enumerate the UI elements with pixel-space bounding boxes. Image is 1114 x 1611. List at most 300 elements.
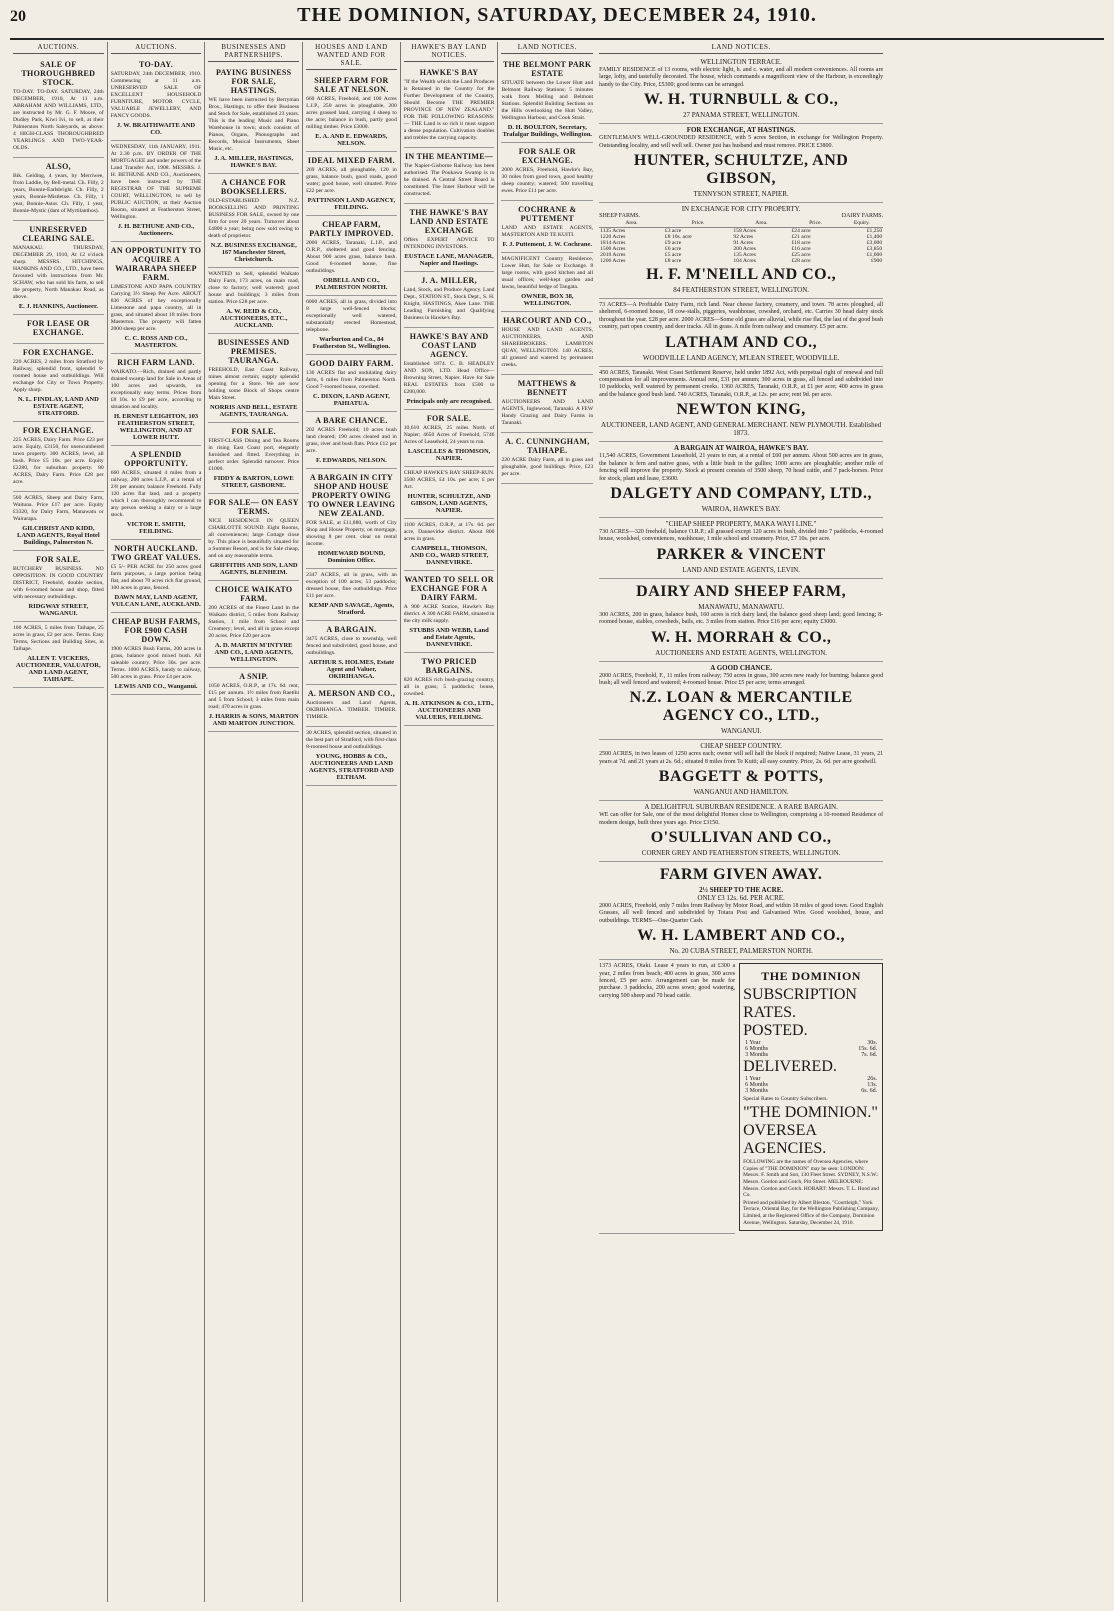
ad-text: 100 ACRES, 5 miles from Taihape, 25 acres in grass, £2 per acre. Terms. Easy Terms, Sections and Building Sites, in Taihape. [13, 625, 104, 652]
ad-title: A SNIP. [239, 672, 269, 681]
classified-ad [208, 668, 299, 732]
classified-ad [111, 540, 202, 613]
ad-address: AUCTIONEER, LAND AGENT, AND GENERAL MERCHANT. NEW PLYMOUTH. Established 1873. [601, 421, 882, 438]
ad-text: 2000 ACRES, Taranaki, L.I.P., and O.R.P., sheltered and good fencing. About 900 acres grass, balance bush. Good 6-roomed house, fine outbuildings. [306, 240, 397, 274]
ad-title: ALSO, [45, 162, 71, 171]
right-column [596, 42, 886, 1602]
ad-firm: BAGGETT & POTTS, [658, 768, 824, 786]
ad-firm: PARKER & VINCENT [656, 545, 826, 563]
ad-text: AUCTIONEERS AND LAND AGENTS, Inglewood, Taranaki. A FEW Handy Grazing and Dairy Farms in Taranaki. [501, 399, 594, 426]
ad-signature: PATTINSON LAND AGENCY, FEILDING. [307, 197, 396, 211]
classified-ad [13, 315, 104, 344]
ad-text: Land, Stock, and Produce Agency. Land Dept., STATION ST., Stock Dept., S. H. Knight, HASTINGS, Akee Lane. THE Leading Furnishing and Qualifying Business in Hawke's Bay. [403, 287, 495, 321]
ad-text: 202 ACRES Freehold; 10 acres bush land cleared; 190 acres cleared and in grass, river and bush flats. Price £12 per acre. [306, 427, 397, 454]
ad-title: BUSINESSES AND PREMISES. TAURANGA. [217, 338, 290, 365]
ad-signature: HUNTER, SCHULTZE, AND GIBSON, LAND AGENTS, NAPIER. [407, 493, 491, 514]
classified-ad [13, 492, 104, 551]
sheep-farms-heading: SHEEP FARMS. [599, 213, 641, 220]
ad-subtitle-price: ONLY £3 12s. 6d. PER ACRE. [697, 893, 785, 902]
ad-title: TO-DAY. [139, 60, 174, 69]
farm-table [599, 219, 883, 264]
table-cell: £1,000 [866, 252, 883, 259]
ad-text: WE have been instructed by Berryman Bros., Hastings, to offer their Business and Stock for Sale, established 23 years. This is the leading Music and Piano Warehouse in town; stock consists of Pianos, Organs, Phonographs and Records, Musical Instruments, Sheet Music, etc. [208, 97, 300, 152]
ad-text: 3475 ACRES, close to township, well fenced and subdivided, good house, and outbuildings. [306, 636, 397, 656]
classified-ad [501, 433, 593, 484]
ad-text: 2500 ACRES, in two leases of 1250 acres each; owner will sell half the block if required; Native Lease, 31 years, 21 years at 7d. and 21 years at 2s. 6d.; situated 8 miles from Te Kuiti; all easy country. Price, 2s. 6d. per acre goodwill. [599, 751, 884, 765]
ad-title: A BARGAIN. [326, 625, 377, 634]
ad-text: MAGNIFICENT Country Residence, Lower Hutt, for Sale or Exchange. 8 large rooms, with good kitchen and all usual offices; well-kept garden and lawns, beautiful hedge of Tangata. [501, 256, 594, 290]
classified-ad [404, 272, 495, 328]
classified-ad [306, 569, 397, 621]
ad-signature: H. ERNEST LEIGHTON, 103 FEATHERSTON STREET, WELLINGTON, AND AT LOWER HUTT. [113, 413, 199, 441]
rate-price: 15s. 6d. [858, 1046, 878, 1053]
ad-address: 27 PANAMA STREET, WELLINGTON. [683, 111, 800, 120]
table-cell: £3,850 [866, 246, 883, 253]
column-heading: LAND NOTICES. [501, 42, 593, 54]
ad-text: WANTED to Sell, splendid Waikato Dairy Farm, 173 acres, on main road, close to factory; well watered; good house and buildings; 3 miles from station. Price £28 per acre. [208, 271, 300, 305]
classified-ad [111, 141, 202, 242]
subscription-heading: SUBSCRIPTION RATES. [743, 986, 857, 1022]
ad-text: WE can offer for Sale, one of the most delightful Homes close to Wellington, comprising a 10-roomed Residence of modern design, built three years ago. Price £3150. [599, 812, 884, 826]
ad-text: WEDNESDAY, 11th JANUARY, 1911. At 2.30 p.m. BY ORDER OF THE MORTGAGEE and under powers of the Land Transfer Act, 1908. MESSRS. J. H. BETHUNE AND CO., Auctioneers, have been instructed by THE REGISTRAR OF THE SUPREME COURT, WELLINGTON, to sell by PUBLIC AUCTION, at their Auction Rooms, situated at Featherston Street, Wellington. [110, 144, 202, 220]
ad-signature: CAMPBELL, THOMSON, AND CO., WARD STREET, DANNEVIRKE. [409, 545, 489, 566]
table-cell: £9 acre [664, 240, 682, 247]
ad-signature: N.Z. BUSINESS EXCHANGE, 167 Manchester Street, Christchurch. [210, 242, 297, 263]
ad-text: The Napier-Gisborne Railway has been authorised. The Poukawa Swamp is to be drained. A Central Street Board is constituted. The Inner Harbour will be constructed. [403, 163, 495, 197]
ad-text: 730 ACRES—320 freehold, balance O.R.P.; all grassed except 120 acres in bush, divided into 7 paddocks, 4-roomed house, woolshed, conveniences, washhouse, 1 mile school and creamery. Price, £7 10s. per acre. [599, 528, 884, 543]
ad-text: 2000 ACRES, Freehold, Hawke's Bay, 30 miles from good town, good healthy sheep country; watered; 500 travelling ewes. Price £11 per acre. [501, 167, 594, 194]
table-cell: 1220 Acres [600, 234, 626, 241]
imprint-text: Printed and published by Albert Bleston, "Courtleigh," York Terrace, Oriental Bay, for the Wellington Publishing Company, Limited, at the Registered Office of the Company, Dominion Avenue, Wellington. Saturday, December 24, 1910. [743, 1199, 879, 1226]
ad-text: LAND AND ESTATE AGENTS, MASTERTON AND TE KUITI. [501, 225, 594, 238]
ad-text: FOR SALE, at £11,880, worth of City Shop and House Property, on mortgage, showing 8 per cent. clear on rental income. [306, 520, 397, 547]
ad-signature: DAWN MAY, LAND AGENT, VULCAN LANE, AUCKLAND. [111, 594, 201, 608]
ad-text: 10,610 ACRES, 25 miles North of Napier; 4650 Acres of Freehold, 5746 Acres of Leasehold, 24 years to run. [403, 425, 495, 445]
classified-ad [501, 312, 593, 375]
rate-price: 6s. 6d. [861, 1088, 878, 1095]
classified-ad [306, 355, 397, 412]
ad-title: A SPLENDID OPPORTUNITY. [124, 450, 188, 468]
ad-subtitle: 2½ SHEEP TO THE ACRE. [699, 885, 784, 894]
classified-ad [404, 148, 495, 204]
rate-price: 7s. 6d. [861, 1052, 878, 1059]
ad-address: WANGANUI. [721, 727, 762, 736]
ad-text: SITUATE between the Lower Hutt and Belmont Railway Stations; 5 minutes walk from Melling and Belmont Stations. Splendid Building Sections on the Hills overlooking the Hutt Valley, Wellington Harbour, and Cook Strait. [501, 80, 594, 121]
ad-title: J. A. MILLER, [421, 276, 477, 285]
ad-signature: J. A. MILLER, HASTINGS, HAWKE'S BAY. [214, 155, 294, 169]
ad-title: FARM GIVEN AWAY. [659, 865, 823, 883]
table-header-cell: Area. [732, 219, 790, 228]
ad-signature: YOUNG, HOBBS & CO., AUCTIONEERS AND LAND AGENTS, STRATFORD AND ELTHAM. [308, 753, 394, 781]
ad-text: 560 ACRES, Sheep and Dairy Farm, Waituna. Price £17 per acre. Equity £3320, for Dairy Farm, Manawatu or Wairarapa. [13, 495, 104, 522]
classified-ad [208, 174, 299, 268]
ad-text: 11,540 ACRES, Government Leasehold, 21 years to run, at a rental of £60 per annum. About 500 acres are in grass, the balance is fern and native grass, with a little bush in the gullies; 1000 acres are ploughable; another mile of fencing will improve the property. Stock at present consists of 3500 sheep, 70 head cattle, and 7 pack-horses. Price for stock, plant and lease, £3600. [599, 453, 884, 482]
newton-king-ad [599, 367, 883, 443]
classified-ad [306, 412, 397, 469]
ad-title: COCHRANE & PUTTEMENT [518, 205, 577, 223]
rate-price: 26s. [867, 1076, 878, 1083]
ad-text: HOUSE AND LAND AGENTS, AUCTIONEERS, AND SHAREBROKERS. LAMBTON QUAY, WELLINGTON. 140 ACRES, all grassed and watered by permanent creeks. [501, 327, 594, 368]
hastings-exchange-ad [599, 124, 883, 203]
classified-ad [404, 519, 495, 571]
ad-title: HARCOURT AND CO., [503, 316, 592, 325]
ad-signature: C. C. ROSS AND CO., MASTERTON. [124, 335, 188, 349]
ad-signature: RIDGWAY STREET, WANGANUI. [28, 603, 89, 617]
table-cell: £18 acre [791, 240, 811, 247]
dairy-farms-heading: DAIRY FARMS. [841, 213, 884, 220]
table-cell: £8 acre [664, 258, 682, 265]
ad-title: FOR SALE OR EXCHANGE. [518, 147, 576, 165]
ad-title: FOR EXCHANGE. [22, 426, 94, 435]
ad-text: 6000 ACRES, all in grass, divided into 8 large well-fenced blocks; exceptionally well watered, substantially erected Homestead, telephone. [306, 299, 397, 333]
classified-ad [13, 56, 104, 158]
ad-signature: KEMP AND SAVAGE, Agents, Stratford. [308, 602, 394, 616]
classified-ad [306, 727, 397, 786]
ad-title: MATTHEWS & BENNETT [517, 379, 577, 397]
table-cell: £3 acre [664, 228, 682, 235]
table-header-cell: Area. [599, 219, 664, 228]
suburban-residence-ad [599, 801, 883, 862]
ad-text: LIMESTONE AND PAPA COUNTRY Carrying 3½ Sheep Per Acre. ABOUT 836 ACRES of hey exceptionally Limestone and papa country, all in grass, and situated about 18 miles from Masterton. The property will fatten 2000 sheep per acre. [110, 284, 202, 332]
ad-title: AN OPPORTUNITY TO ACQUIRE A WAIRARAPA SHEEP FARM. [110, 246, 202, 282]
table-cell: £24 acre [791, 228, 811, 235]
ad-signature: A. H. ATKINSON & CO., LTD., AUCTIONEERS AND VALUERS, FEILDING. [404, 700, 494, 721]
columns-area [10, 42, 1104, 1602]
ad-text: MANAKAU. THURSDAY, DECEMBER 29, 1910, At 12 o'clock sharp. MESSRS. HITCHINGS, HANKINS AND CO., LTD., have been favoured with instructions from Mr. SCHAW, who has sold his farm, to sell the property, North Manakau Road, as above. [13, 245, 104, 300]
ad-text: 269 ACRES, all ploughable, 120 in grass, balance bush, good roads, good water; good house, well situated. Price £22 per acre. [306, 167, 397, 194]
ad-title: CHEAP SHEEP COUNTRY. [700, 742, 782, 751]
classified-ad [501, 143, 593, 201]
ad-title: A CHANCE FOR BOOKSELLERS. [220, 178, 287, 196]
ad-text: 2000 ACRES, Freehold, F., 11 miles from railway; 750 acres in grass, 300 acres new ready for burning; balance good bush; all well fenced and watered; 4-roomed house. Price £5 per acre; terms arranged. [599, 672, 884, 686]
ad-signature: F. J. Puttement, J. W. Cochrane. [502, 241, 593, 248]
ad-title: FOR SALE. [426, 414, 472, 423]
ad-text: OLD-ESTABLISHED N.Z. BOOKSELLING AND PRINTING BUSINESS FOR SALE, owned by one firm for over 20 years. Turnover about £4800 a year; being now sold owing to death of proprietor. [208, 198, 300, 239]
farm-given-away-ad [599, 862, 883, 960]
ad-text: 1900 ACRES Bush Farms, 200 acres in grass, balance good mixed bush. All saleable country. Price 30s. per acre. Terms. 1000 ACRES, handy to railway, 500 acres in grass. Price £4 per acre. [110, 646, 202, 680]
ad-title: WANTED TO SELL OR EXCHANGE FOR A DAIRY FARM. [404, 575, 494, 602]
subscription-box [739, 963, 883, 1231]
ad-firm: HUNTER, SCHULTZE, AND GIBSON, [633, 152, 849, 188]
ad-text: 225 ACRES, Dairy Farm. Price £23 per acre. Equity, £3150, for unencumbered town property. 300 ACRES, level, all bush. Price £5 10s. per acre. Equity £2280, for suburban property. 80 ACRES, Dairy Farm. Price £28 per acre. [13, 437, 104, 485]
rate-period: 3 Months [745, 1052, 768, 1059]
ad-title: THE BELMONT PARK ESTATE [503, 60, 592, 78]
rate-price: 13s. [867, 1082, 878, 1089]
column-heading: HAWKE'S BAY LAND NOTICES. [404, 42, 495, 62]
ad-title: A GOOD CHANCE. [710, 663, 772, 672]
ad-title: RICH FARM LAND. [117, 358, 195, 367]
classified-ad [501, 201, 593, 253]
rate-period: 1 Year [745, 1076, 761, 1083]
ad-text: Bik. Gelding, 4 years, by Merriwee, from Laddie, by Bell-metal. Ch. Filly, 2 years, Bonnie-Earlsbright. Ch. Filly, 2 years, Bonnie-Mistletoe. Ch. Filly, 1 year, Bonnie-Astor. Ch. Filly, 1 year, Bonnie-Mystic (dam of Myrtilanthos). [13, 173, 104, 214]
classified-ad [13, 551, 104, 622]
ad-signature: NORRIS AND BELL, ESTATE AGENTS, TAURANGA. [209, 404, 298, 418]
ad-text: 2000 ACRES, Freehold, only 7 miles from Railway by Motor Road, and within 18 miles of good town. Good English Grasses, all well fenced and subdivided by Totara Post and Galvanised Wire. Good woolshed, house, and outbuildings. TERMS—One-Quarter Cash. [599, 902, 884, 924]
classified-ad [306, 469, 397, 569]
masthead [10, 4, 1104, 40]
latham-ad [599, 299, 883, 367]
dairy-sheep-ad [599, 579, 883, 662]
ad-title: GOOD DAIRY FARM. [309, 359, 394, 368]
ad-signature: A. W. REID & CO., AUCTIONEERS, ETC., AUCKLAND. [219, 308, 288, 329]
right-column-heading: LAND NOTICES. [599, 42, 883, 54]
ad-signature: LASCELLES & THOMSON, NAPIER. [407, 448, 491, 462]
ad-firm: O'SULLIVAN AND CO., [650, 828, 832, 846]
ad-signature: D. H. BOULTON, Secretary, Trafalgar Buildings, Wellington. [502, 124, 593, 138]
ad-text: 660 ACRES, situated 4 miles from a railway, 200 acres L.I.P., at a rental of 2/8 per annum; balance Freehold. Fully 120 acres flat land, and a property which I can thoroughly recommend to any person seeking a dairy or a large stock. [110, 470, 202, 518]
ad-text: FREEHOLD, East Coast Railway, mines almost certain; supply splendid opening for a Store. We are now holding some Block of Shops centre Main Street. [208, 367, 300, 401]
table-cell: 1814 Acres [600, 240, 626, 247]
column-3 [205, 42, 303, 1602]
ad-title: PAYING BUSINESS FOR SALE, HASTINGS. [216, 68, 292, 95]
ad-text: SATURDAY, 24th DECEMBER, 1910. Commencing at 11 a.m. UNRESERVED SALE OF EXCELLENT HOUSEHOLD FURNITURE, MOTOR CYCLE, VALUABLE JEWELLERY, AND FANCY GOODS. [110, 71, 202, 119]
table-cell: £28 acre [791, 258, 811, 265]
otaki-lease-ad [599, 960, 735, 1234]
ad-signature: HOMEWARD BOUND, Dominion Office. [317, 550, 385, 564]
ad-text: £5 5/- PER ACRE for 250 acres good farm purposes, a large portion being flat, and about 70 acres rich flat ground, 100 acres in grass, fenced. [110, 564, 202, 591]
ad-title: "CHEAP SHEEP PROPERTY, MAKA WAYI LINE." [665, 519, 817, 528]
ad-title: FOR SALE. [36, 555, 81, 564]
ad-title: FOR EXCHANGE. [22, 348, 94, 357]
ad-text: 220 ACRE Dairy Farm, all in grass and ploughable, good buildings. Price, £23 per acre. [501, 457, 594, 477]
classified-ad [208, 581, 299, 668]
classified-ad [306, 72, 397, 152]
column-heading: AUCTIONS. [13, 42, 104, 54]
table-cell: 2010 Acres [600, 252, 626, 259]
classified-ad [501, 375, 593, 433]
ad-text: 200 ACRES of the Finest Land in the Waikato district, 5 miles from Railway Station, 1 mile from School and Creamery; level, and all in grass except 20 acres. Price £20 per acre. [208, 605, 300, 639]
ad-title: CHEAP FARM, PARTLY IMPROVED. [309, 220, 394, 238]
ad-signature: ARTHUR S. HOLMES, Estate Agent and Valuer, OKIRIHANGA. [308, 659, 395, 680]
column-2 [108, 42, 206, 1602]
ad-signature: STUBBS AND WEBB, Land and Estate Agents, DANNEVIRKE. [409, 627, 489, 648]
table-cell: 92 Acres [733, 234, 754, 241]
ad-title: A. C. CUNNINGHAM, TAIHAPE. [505, 437, 590, 455]
classified-ad [404, 328, 495, 410]
page-number: 20 [10, 8, 26, 25]
classified-ad [13, 158, 104, 221]
classified-ad [208, 334, 299, 423]
ad-firm: W. H. LAMBERT AND CO., [637, 927, 846, 945]
table-header-cell: Price. [791, 219, 841, 228]
ad-title: CHEAP BUSH FARMS, FOR £900 CASH DOWN. [111, 617, 201, 644]
table-cell: £21 acre [791, 234, 811, 241]
ad-signature: VICTOR E. SMITH, FEILDING. [126, 521, 186, 535]
table-cell: £900 [870, 258, 883, 265]
ad-signature: ORBELL AND CO., PALMERSTON NORTH. [315, 277, 388, 291]
classified-ad [404, 653, 495, 726]
ad-text: "If the Wealth which the Land Produces is Retained in the Country for the Further Development of the Country, Should Become THE PREMIER PROVINCE OF NEW ZEALAND." FOR THE FOLLOWING REASONS:— THE Land is so rich it must support a dense population. Cultivation doubles and trebles the carrying capacity. [403, 79, 495, 141]
rate-period: 1 Year [745, 1040, 761, 1047]
table-cell: 1135 Acres [600, 228, 626, 235]
ad-text: Auctioneers and Land Agents, OKIRIHANGA. TIMBER. TIMBER. TIMBER. [306, 700, 397, 720]
table-cell: £3,000 [866, 240, 883, 247]
table-cell: £16 acre [791, 246, 811, 253]
classified-ad [111, 242, 202, 354]
posted-heading: POSTED. [743, 1022, 808, 1040]
classified-ad [208, 423, 299, 494]
classified-ad [111, 446, 202, 540]
ad-title: FOR LEASE OR EXCHANGE. [26, 319, 90, 337]
ad-firm: LATHAM AND CO., [665, 333, 818, 351]
delivered-rates-table [743, 1076, 879, 1094]
delivered-heading: DELIVERED. [743, 1058, 837, 1076]
table-header-cell: Price. [664, 219, 732, 228]
ad-title: A BARGAIN AT WAIROA, HAWKE'S BAY. [673, 444, 809, 453]
classified-ad [13, 622, 104, 688]
ad-address: TENNYSON STREET, NAPIER. [693, 190, 789, 199]
ad-title: FOR SALE— ON EASY TERMS. [208, 498, 299, 516]
classified-ad [13, 422, 104, 492]
agencies-heading: "THE DOMINION." OVERSEA AGENCIES. [743, 1104, 878, 1158]
ad-title: NORTH AUCKLAND. TWO GREAT VALUES. [111, 544, 201, 562]
ad-title: A BARE CHANCE. [315, 416, 388, 425]
ad-text: 136 ACRES flat and undulating dairy farm, 6 miles from Palmerston North. Good 7-roomed house, cowshed. [306, 370, 397, 390]
ad-address: CORNER GREY AND FEATHERSTON STREETS, WELLINGTON. [641, 848, 841, 857]
rate-period: 6 Months [745, 1046, 768, 1053]
table-header-cell: Equity. [841, 219, 884, 228]
table-cell: £6 acre [664, 246, 682, 253]
table-cell: 158 Acres [733, 228, 756, 235]
ad-title: SALE OF THOROUGHBRED STOCK. [21, 60, 96, 87]
ad-signature: OWNER, BOX 38, WELLINGTON. [521, 293, 574, 307]
ad-text: 220 ACRES, 2 miles from Stratford by Railway, splendid front, splendid 8-roomed house and outbuildings. Will exchange for City or Town Property. Apply sharp. [13, 359, 104, 393]
classified-ad [208, 268, 299, 334]
column-1 [10, 42, 108, 1602]
table-cell: 104 Acres [733, 258, 756, 265]
ad-address: LAND AND ESTATE AGENTS, LEVIN. [682, 565, 800, 574]
ad-firm: W. H. TURNBULL & CO., [643, 91, 839, 109]
ad-title: UNRESERVED CLEARING SALE. [22, 225, 95, 243]
ad-text: CHEAP HAWKE'S BAY SHEEP-RUN. 3500 ACRES, £4 10s. per acre; £ per Act. [403, 470, 495, 490]
special-rates-note: Special Rates to Country Subscribers. [743, 1096, 828, 1103]
ad-title: CHOICE WAIKATO FARM. [215, 585, 293, 603]
city-exchange-ad [599, 203, 883, 299]
ad-text: 73 ACRES—A Profitable Dairy Farm, rich land. Near cheese factory, creamery, and town. 78 acres ploughed, all sheltered, 6-roomed house, 18 cow-stalls, piggeries, washhouse, cowshed, orchard, etc. Carries 30 head dairy stock throughout the year. £28 per acre. 2000 ACRES—Some old grass are alluvial, while rise flat, the last of the good bush country, part open country, and deer tracks. All in grass. A mile from railway and creamery. £5 per acre. [599, 302, 884, 331]
column-4 [303, 42, 401, 1602]
table-cell: 1206 Acres [600, 258, 626, 265]
table-cell: 91 Acres [733, 240, 754, 247]
classified-ad [13, 221, 104, 315]
classified-ad [306, 152, 397, 216]
ad-signature: Warburton and Co., 84 Featherston St., Wellington. [312, 336, 391, 350]
ad-text: Established 1874. C. B. HEADLEY AND SON, LTD. Head Office—Browning Street, Napier. Have for Sale REAL ESTATES from £500 to £200,000. [403, 361, 495, 395]
ad-text: WAIKATO.—Rich, drained and partly drained swamp land for Sale in Areas of 100 acres and upwards, on exceptionally easy terms. Prices from £8 10s. to £9 per acre, according to situation and locality. [110, 369, 202, 410]
ad-title: HAWKE'S BAY [419, 68, 479, 77]
ad-text: 660 ACRES, Freehold, and 100 Acres L.I.P., 250 acres in ploughable, 200 acres grassed land, carrying 4 sheep to the acre; balance in bush, partly good milling timber. Price £3000. [306, 96, 397, 130]
classified-ad [306, 685, 397, 727]
ad-text: BUTCHERY BUSINESS. NO OPPOSITION. IN GOOD COUNTRY DISTRICT, Freehold, double section, with 6-roomed house and shop, fitted with necessary outbuildings. [13, 566, 104, 600]
rate-row [743, 1088, 879, 1094]
ad-firm: H. F. M'NEILL AND CO., [646, 266, 837, 284]
ad-signature: J. W. BRAITHWAITE AND CO. [116, 122, 196, 136]
ad-signature: E. J. HANKINS, Auctioneer. [18, 303, 98, 310]
classified-ad [13, 344, 104, 422]
ad-text: A 900 ACRE Station, Hawke's Bay district. A 300 ACRE FARM, situated in the city milk supply. [403, 604, 495, 624]
classified-ad [208, 64, 299, 174]
classified-ad [404, 467, 495, 519]
ad-title: TWO PRICED BARGAINS. [421, 657, 477, 675]
cheap-sheep-ad [599, 740, 883, 801]
classified-ad [306, 216, 397, 296]
ad-signature: LEWIS AND CO., Wanganui. [114, 683, 198, 690]
classified-ad [111, 354, 202, 446]
ad-signature: J. H. BETHUNE AND CO., Auctioneers. [117, 223, 195, 237]
ad-text: 1050 ACRES, O.R.P., at 17s. 6d. rent, £15 per annum. 1½ miles from Raetihi and 5 from School; 3 miles from main road; 470 acres in grass. [208, 683, 300, 710]
column-heading: AUCTIONS. [111, 42, 202, 54]
ad-title: A. MERSON AND CO., [307, 689, 395, 698]
rate-price: 30s. [867, 1040, 878, 1047]
ad-text: GENTLEMAN'S WELL-GROUNDED RESIDENCE, with 5 acres Section, in exchange for Wellington Property. Outstanding locality, and will well sell. Owner just has husband and must remove. PRICE £3800. [599, 135, 884, 149]
ad-text: 820 ACRES rich bush-grazing country, all in grass; 5 paddocks; house, cowshed. [403, 677, 495, 697]
ad-title: IDEAL MIXED FARM. [307, 156, 395, 165]
classified-ad [501, 253, 593, 312]
classified-ad [404, 410, 495, 467]
ad-signature: ALLEN T. VICKERS, AUCTIONEER, VALUATOR, AND LAND AGENT, TAIHAPE. [16, 655, 101, 683]
table-cell: £1,400 [866, 234, 883, 241]
ad-address: 84 FEATHERSTON STREET, WELLINGTON. [673, 286, 810, 295]
table-row [599, 258, 883, 264]
newspaper-title: THE DOMINION, SATURDAY, DECEMBER 24, 1910. [297, 4, 817, 26]
ad-text: 1100 ACRES, O.R.P., at 17s. 6d. per acre, Dannevirke district. About 800 acres in grass. [403, 522, 495, 542]
wellington-terrace-ad [599, 56, 883, 124]
manawatu-sheep-ad [599, 518, 883, 579]
ad-signature: FIDDY & BARTON, LOWE STREET, GISBORNE. [213, 475, 294, 489]
ad-firm: NEWTON KING, [676, 401, 806, 419]
ad-text: FAMILY RESIDENCE of 13 rooms, with electric light, h. and c. water, and all modern conveniences. All rooms are large, lofty, and tastefully decorated. The house, which commands a magnificent view of the Harbour, is exceedingly handy to the City. Price, £5300; good terms can be arranged. [599, 67, 884, 88]
ad-signature: J. HARRIS & SONS, MARTON AND MARTON JUNCTION. [208, 713, 299, 727]
table-cell: £25 acre [791, 252, 811, 259]
wairoa-ad [599, 442, 883, 518]
table-cell: £8 10s. acre [664, 234, 692, 241]
ad-text: 2347 ACRES, all in grass, with an exception of 100 acres; 53 paddocks; dressed house, fine outbuildings. Price £11 per acre. [306, 572, 397, 599]
ad-title: SHEEP FARM FOR SALE AT NELSON. [314, 76, 389, 94]
column-5 [401, 42, 499, 1602]
classified-ad [208, 494, 299, 581]
posted-rates-table [743, 1040, 879, 1058]
ad-signature: C. DIXON, LAND AGENT, PAHIATUA. [313, 393, 390, 407]
good-chance-ad [599, 662, 883, 741]
rate-period: 3 Months [745, 1088, 768, 1095]
ad-address: WOODVILLE LAND AGENCY, M'LEAN STREET, WOODVILLE. [642, 353, 840, 362]
ad-address: AUCTIONEERS AND ESTATE AGENTS, WELLINGTON. [655, 648, 828, 657]
ad-title: DAIRY AND SHEEP FARM, [636, 582, 847, 600]
ad-firm: W. H. MORRAH & CO., [650, 628, 832, 646]
ad-title: IN EXCHANGE FOR CITY PROPERTY. [681, 205, 801, 214]
ad-title: A DELIGHTFUL SUBURBAN RESIDENCE. A RARE BARGAIN. [644, 803, 838, 812]
ad-firm: N.Z. LOAN & MERCANTILE AGENCY CO., LTD., [629, 689, 853, 725]
ad-title: HAWKE'S BAY AND COAST LAND AGENCY. [409, 332, 489, 359]
column-6 [498, 42, 596, 1602]
dominion-title: THE DOMINION [761, 969, 861, 984]
ad-firm: DALGETY AND COMPANY, LTD., [610, 484, 872, 502]
column-heading: HOUSES AND LAND WANTED AND FOR SALE. [306, 42, 397, 70]
table-cell: £5 acre [664, 252, 682, 259]
ad-signature: F. EDWARDS, NELSON. [316, 457, 387, 464]
ad-text: FIRST-CLASS Dining and Tea Rooms in rising East Coast port, elegantly furnished and fitted. Everything in perfect order. Splendid turnover. Price £1000. [208, 438, 300, 472]
ad-title: THE HAWKE'S BAY LAND AND ESTATE EXCHANGE [409, 208, 489, 235]
ad-signature: N. L. FINDLAY, LAND AND ESTATE AGENT, STRATFORD. [17, 396, 99, 417]
classified-ad [111, 56, 202, 141]
table-cell: £1,250 [866, 228, 883, 235]
ad-subtitle: MANAWATU, MANAWATU. [698, 602, 785, 611]
rate-period: 6 Months [745, 1082, 768, 1089]
ad-text: 30 ACRES, splendid section, situated in the best part of Stratford, with first-class 8-roomed house and outbuildings. [306, 730, 397, 750]
ad-text: 300 ACRES, 200 in grass, balance bush, 160 acres is rich dairy land, the balance good sheep land; good fencing; 8-roomed house, stables, cowsheds, bails, etc. 3 miles from station. Price £16 per acre; equity £3000. [599, 611, 884, 626]
classified-ad [501, 56, 593, 143]
ad-signature: E. A. AND E. EDWARDS, NELSON. [315, 133, 388, 147]
table-cell: 200 Acres [733, 246, 756, 253]
